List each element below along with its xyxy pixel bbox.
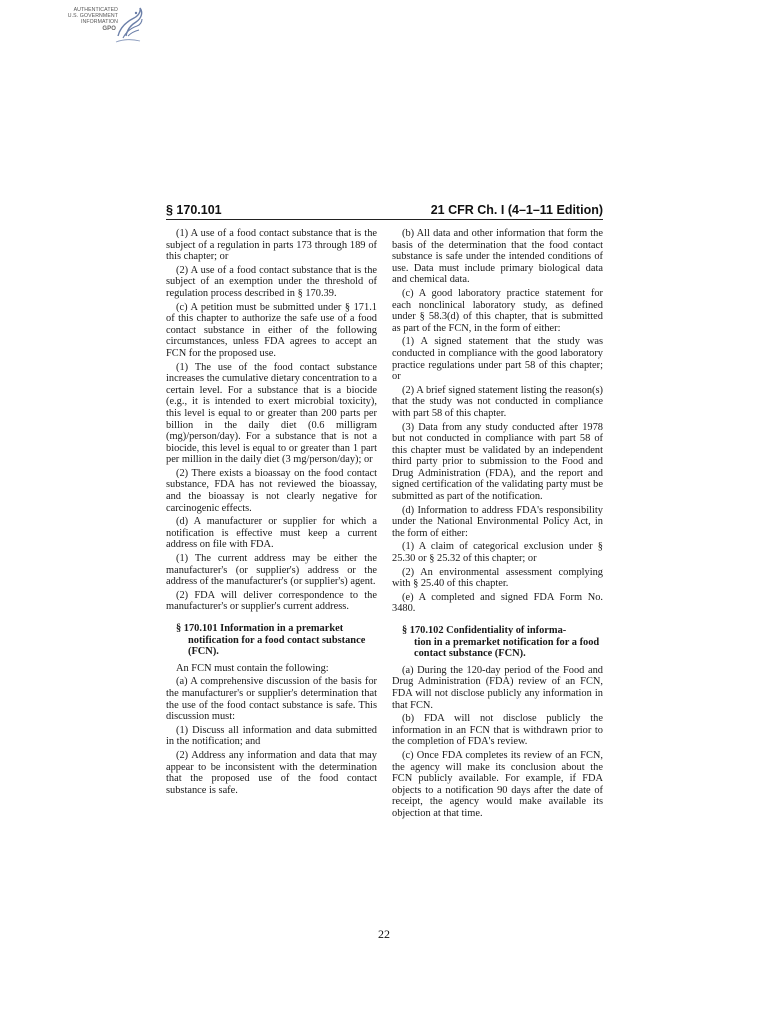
gpo-logo-text bbox=[58, 7, 118, 32]
paragraph: (1) The use of the food contact substance increases the cumulative dietary concentration to a certain level. For a substance that is a biocide (e.g., it is intended to exert microbial toxicity), this level is equal to or greater than 200 parts per billion in the daily diet (0.6 milligram (mg)/person/day). For a substance that is not a biocide, this level is equal to or greater than 1 part per million in the daily diet (3 mg/person/day); or bbox=[166, 361, 377, 466]
paragraph: (2) Address any information and data that may appear to be inconsistent with the determination that the proposed use of the food contact substance is safe. bbox=[166, 749, 377, 796]
paragraph: (b) FDA will not disclose publicly the information in an FCN that is withdrawn prior to the completion of FDA's review. bbox=[392, 713, 603, 748]
section-heading bbox=[166, 623, 377, 658]
paragraph: (1) Discuss all information and data submitted in the notification; and bbox=[166, 724, 377, 748]
paragraph: (d) A manufacturer or supplier for which a notification is effective must keep a current address on file with FDA. bbox=[166, 516, 377, 551]
paragraph: (a) During the 120-day period of the Food and Drug Administration (FDA) review of an FCN, FDA will not disclose publicly any information in that FCN. bbox=[392, 664, 603, 711]
paragraph: (d) Information to address FDA's responsibility under the National Environmental Policy Act, in the form of either: bbox=[392, 504, 603, 539]
running-head bbox=[166, 201, 603, 220]
paragraph: An FCN must contain the following: bbox=[176, 662, 329, 674]
paragraph: (1) A signed statement that the study was conducted in compliance with the good laboratory practice regulations under part 58 of this chapter; or bbox=[392, 336, 603, 383]
gpo-logo-line: U.S. GOVERNMENT bbox=[67, 13, 118, 19]
paragraph: (2) An environmental assessment complying with § 25.40 of this chapter. bbox=[392, 566, 603, 590]
section-title-first: Information in a premarket bbox=[220, 623, 344, 634]
paragraph: (b) All data and other information that form the basis of the determination that the food contact substance is safe under the intended conditions of use. Data must include primary biological data and chemical data. bbox=[392, 228, 603, 286]
section-number: § 170.102 bbox=[402, 625, 444, 636]
gpo-logo-line: AUTHENTICATED bbox=[73, 7, 118, 13]
paragraph: (2) A use of a food contact substance that is the subject of an exemption under the threshold of regulation process described in § 170.39. bbox=[166, 264, 377, 299]
right-column bbox=[392, 228, 603, 822]
section-heading bbox=[392, 625, 603, 660]
section-reference: § 170.101 bbox=[166, 203, 222, 217]
paragraph: (2) A brief signed statement listing the reason(s) that the study was not conducted in compliance with part 58 of this chapter. bbox=[392, 384, 603, 419]
edition-reference: 21 CFR Ch. I (4–1–11 Edition) bbox=[430, 203, 603, 217]
eagle-icon bbox=[114, 6, 144, 44]
paragraph: (c) A petition must be submitted under § 171.1 of this chapter to authorize the safe use of a food contact substance in either of the following circumstances, unless FDA agrees to accept an FCN for the proposed use. bbox=[166, 301, 377, 359]
section-title-rest: notification for a food contact substance (FCN). bbox=[188, 634, 366, 658]
paragraph: (1) The current address may be either the manufacturer's (or supplier's) address or the address of the manufacturer's (or supplier's) agent. bbox=[166, 553, 377, 588]
paragraph: (2) FDA will deliver correspondence to the manufacturer's or supplier's current address. bbox=[166, 589, 377, 613]
gpo-authentication-logo bbox=[58, 6, 142, 46]
gpo-logo-line: INFORMATION bbox=[80, 19, 118, 25]
section-title-rest: tion in a premarket notification for a food contact substance (FCN). bbox=[414, 636, 600, 660]
section-number: § 170.101 bbox=[176, 623, 218, 634]
paragraph: (a) A comprehensive discussion of the basis for the manufacturer's or supplier's determination that the use of the food contact substance is safe. This discussion must: bbox=[166, 676, 377, 723]
left-column bbox=[166, 228, 377, 798]
paragraph: (1) A use of a food contact substance that is the subject of a regulation in parts 173 through 189 of this chapter; or bbox=[166, 228, 377, 263]
paragraph: (3) Data from any study conducted after 1978 but not conducted in compliance with part 58 of this chapter must be validated by an independent third party prior to submission to the Food and Drug Administration (FDA), and the report and signed certification of the validating party must be submitted as part of the notification. bbox=[392, 421, 603, 503]
page-number: 22 bbox=[378, 927, 390, 941]
paragraph: (c) Once FDA completes its review of an FCN, the agency will make its conclusion about the FCN publicly available. For example, if FDA objects to a notification 90 days after the date of receipt, the agency would make available its objection at that time. bbox=[392, 749, 603, 819]
paragraph: (e) A completed and signed FDA Form No. 3480. bbox=[392, 591, 603, 615]
paragraph: (1) A claim of categorical exclusion under § 25.30 or § 25.32 of this chapter; or bbox=[392, 541, 603, 565]
section-title-first: Confidentiality of informa- bbox=[446, 625, 567, 636]
gpo-logo-mark: GPO bbox=[102, 26, 116, 32]
paragraph: (c) A good laboratory practice statement for each nonclinical laboratory study, as defined under § 58.3(d) of this chapter, that is submitted as part of the FCN, in the form of either: bbox=[392, 287, 603, 334]
paragraph: (2) There exists a bioassay on the food contact substance, FDA has not reviewed the bioassay, and the bioassay is not clearly negative for carcinogenic effects. bbox=[166, 467, 377, 514]
